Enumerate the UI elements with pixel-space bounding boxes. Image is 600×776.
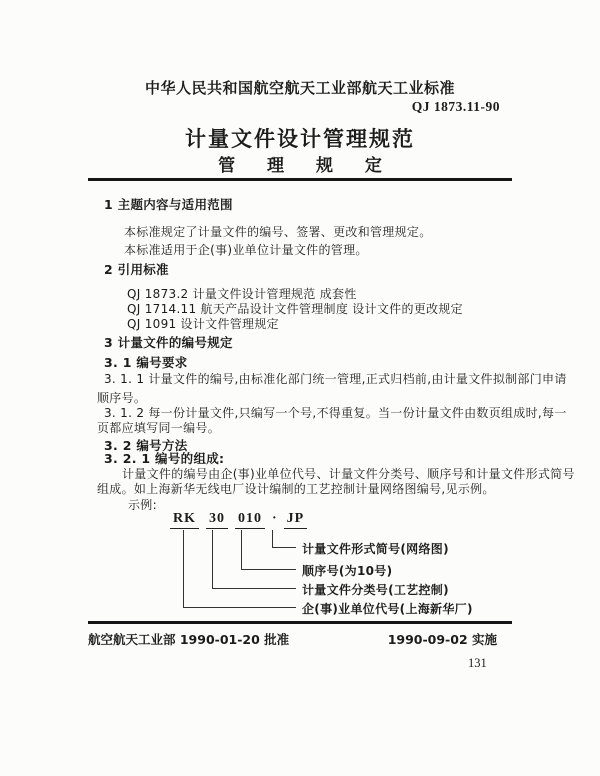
code-separator-dot: · <box>272 511 278 526</box>
code-segment-class-number: 30 <box>206 511 228 529</box>
code-segment-unit-code: RK <box>170 511 199 529</box>
reference-line: QJ 1091 设计文件管理规定 <box>127 317 279 331</box>
section-3-2-heading: 3. 2 编号方法 <box>104 438 188 453</box>
paragraph-line: 本标准规定了计量文件的编号、签署、更改和管理规定。 <box>124 225 432 239</box>
section-3-1-heading: 3. 1 编号要求 <box>104 355 188 370</box>
paragraph-line: 组成。如上海新华无线电厂设计编制的工艺控制计量网络图编号,见示例。 <box>97 482 495 496</box>
header-divider <box>88 178 512 181</box>
reference-line: QJ 1873.2 计量文件设计管理规范 成套性 <box>127 287 357 301</box>
example-code <box>170 511 314 529</box>
paragraph-line: 页都应填写同一编号。 <box>97 421 221 435</box>
callout-sequence-number: 顺序号(为10号) <box>302 564 393 578</box>
document-subtitle: 管 理 规 定 <box>218 156 395 176</box>
document-title: 计量文件设计管理规范 <box>185 127 415 151</box>
implementation-date: 1990-09-02 实施 <box>387 632 497 647</box>
reference-line: QJ 1714.11 航天产品设计文件管理制度 设计文件的更改规定 <box>127 302 463 316</box>
section-1-heading: 1 主题内容与适用范围 <box>104 197 233 212</box>
standard-body-line: 中华人民共和国航空航天工业部航天工业标准 <box>144 79 455 97</box>
section-2-heading: 2 引用标准 <box>104 262 169 277</box>
approval-statement: 航空航天工业部 1990-01-20 批准 <box>88 632 290 647</box>
code-segment-form-abbrev: JP <box>284 511 308 529</box>
example-label: 示例: <box>128 498 157 512</box>
paragraph-line: 3. 1. 2 每一份计量文件,只编写一个号,不得重复。当一份计量文件由数页组成时,每一 <box>104 406 567 420</box>
section-3-heading: 3 计量文件的编号规定 <box>104 335 233 350</box>
callout-unit-code: 企(事)业单位代号(上海新华厂) <box>302 602 473 616</box>
section-3-2-1-heading: 3. 2. 1 编号的组成: <box>104 451 225 466</box>
paragraph-line: 本标准适用于企(事)业单位计量文件的管理。 <box>124 243 368 257</box>
code-segment-sequence-number: 010 <box>235 511 265 529</box>
footer-divider <box>88 621 512 624</box>
paragraph-line: 顺序号。 <box>97 391 147 405</box>
callout-connector-rk <box>183 530 296 608</box>
callout-form-abbrev: 计量文件形式简号(网络图) <box>302 542 449 556</box>
callout-class-number: 计量文件分类号(工艺控制) <box>302 583 449 597</box>
page-number: 131 <box>468 656 487 670</box>
standard-number: QJ 1873.11-90 <box>411 99 500 114</box>
paragraph-line: 计量文件的编号由企(事)业单位代号、计量文件分类号、顺序号和计量文件形式简号 <box>122 467 575 481</box>
paragraph-line: 3. 1. 1 计量文件的编号,由标准化部门统一管理,正式归档前,由计量文件拟制部门申请 <box>104 372 567 386</box>
